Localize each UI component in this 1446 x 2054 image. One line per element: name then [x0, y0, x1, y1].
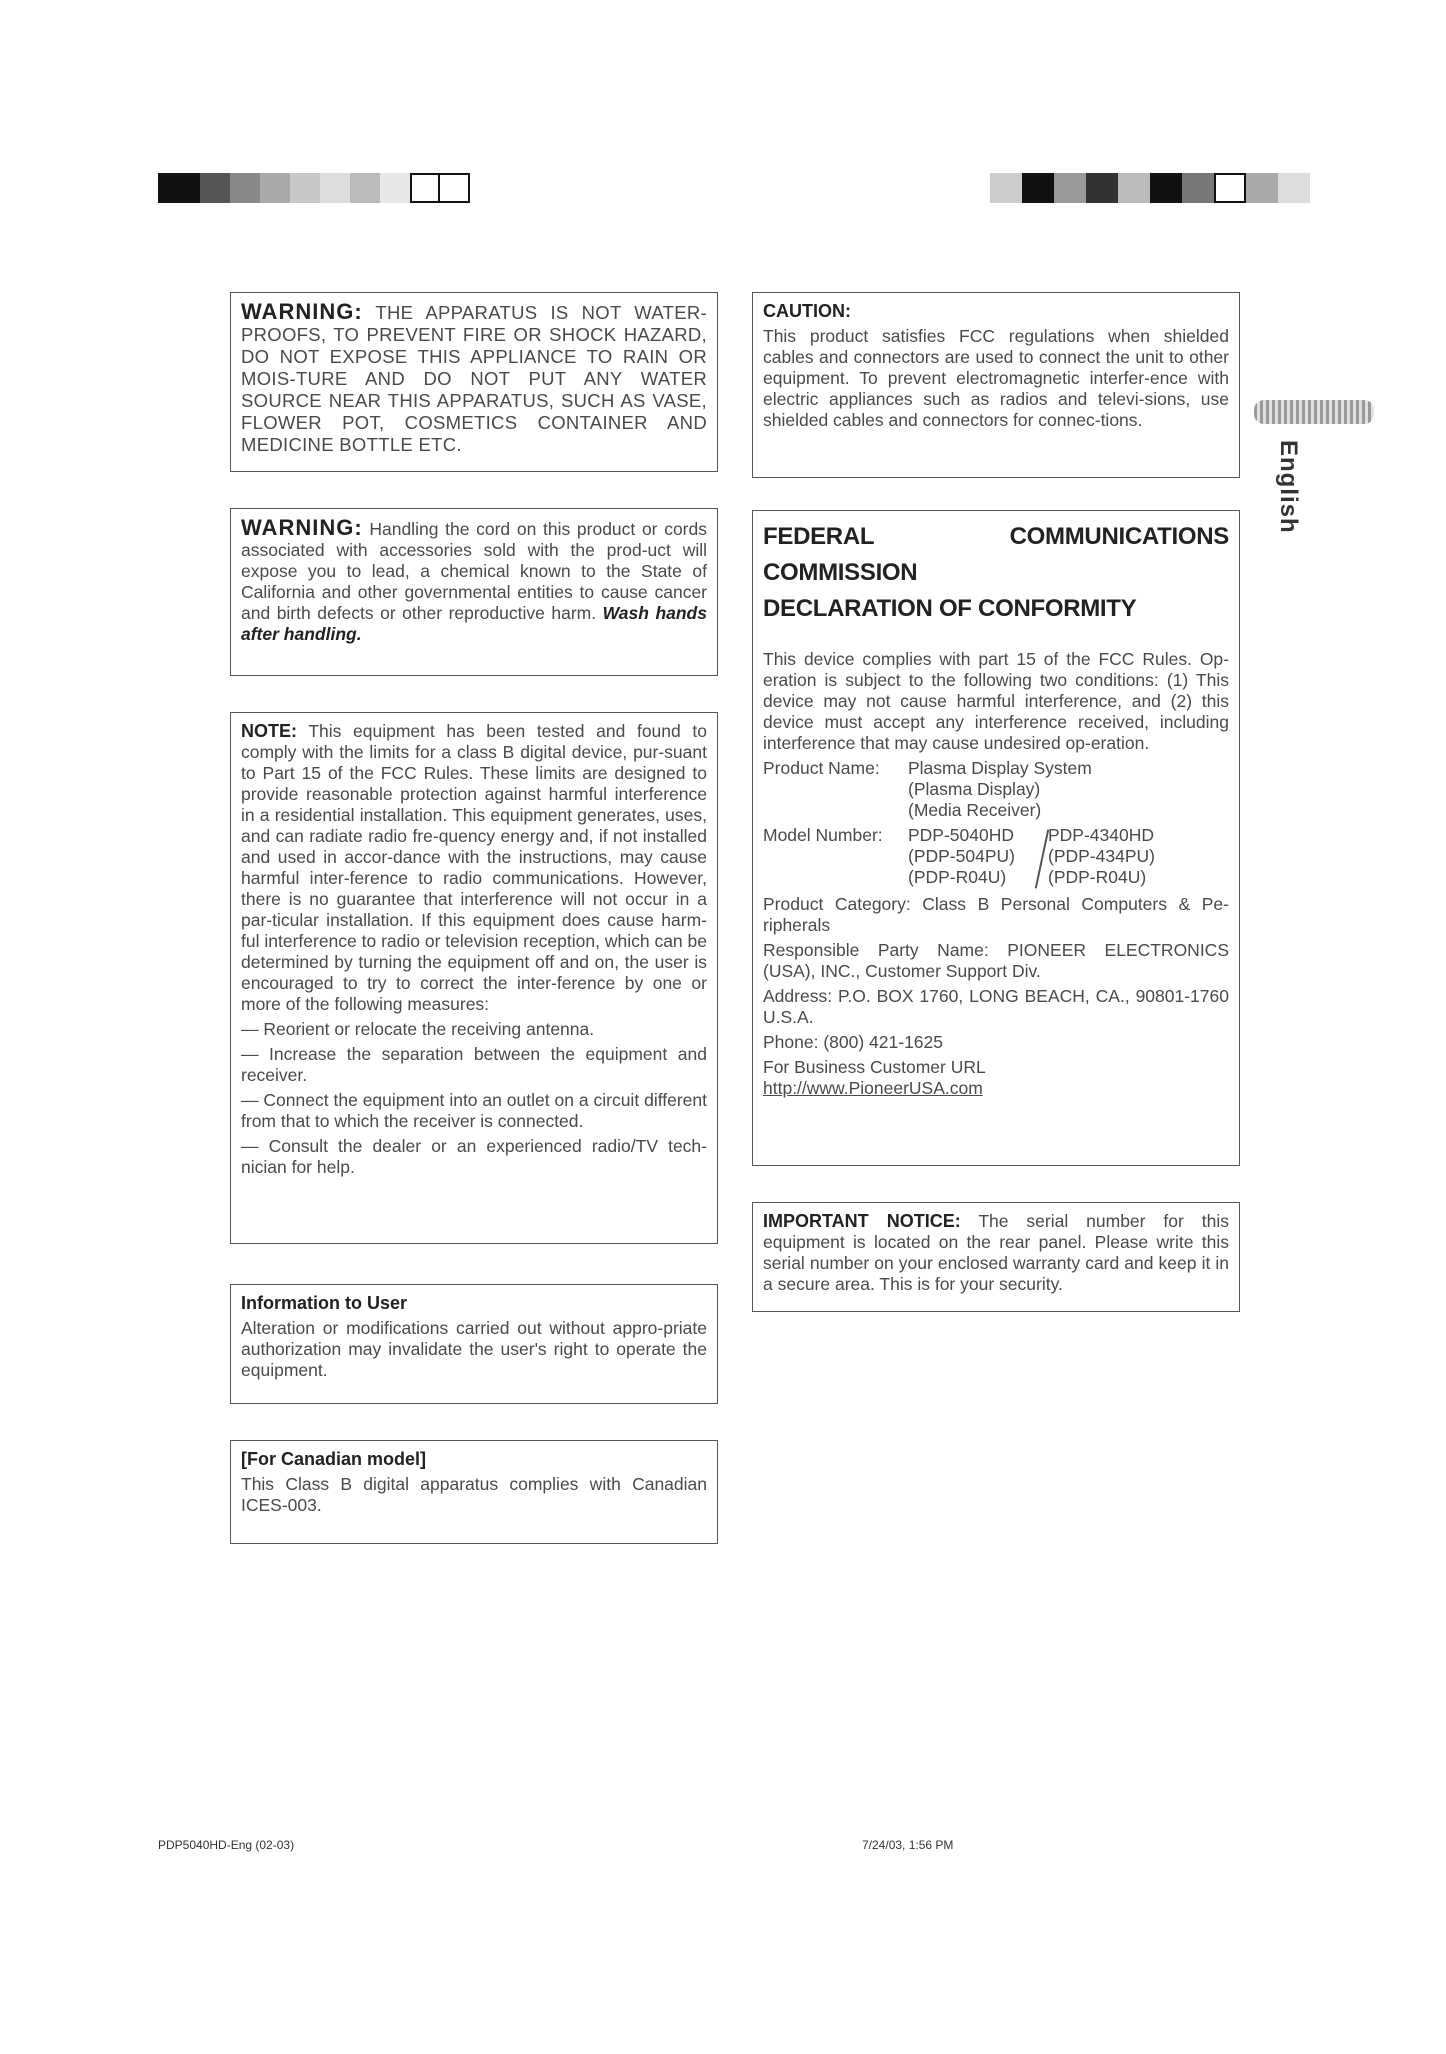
important-lead: IMPORTANT NOTICE:	[763, 1211, 961, 1231]
model-number: (PDP-R04U)	[908, 867, 1007, 887]
fcc-title-line2: DECLARATION OF CONFORMITY	[763, 595, 1137, 622]
product-name-sub: (Media Receiver)	[908, 800, 1042, 820]
warning-water-box	[230, 292, 718, 472]
model-number: PDP-4340HD	[1048, 825, 1155, 845]
note-measure: — Consult the dealer or an experienced radio/TV tech-nician for help.	[241, 1136, 707, 1177]
model-number: (PDP-504PU)	[908, 846, 1015, 866]
fcc-note-box	[230, 712, 718, 1244]
registration-bar-left	[158, 173, 470, 203]
footer-file-label: PDP5040HD-Eng (02-03)	[158, 1838, 295, 1852]
model-number: (PDP-R04U)	[1048, 867, 1147, 887]
language-tab-marker	[1254, 400, 1374, 424]
model-label: Model Number:	[763, 825, 883, 845]
info-user-box	[230, 1284, 718, 1404]
fcc-declaration-box	[752, 510, 1240, 1166]
warning-lead: WARNING:	[241, 515, 363, 540]
registration-bar-right	[990, 173, 1310, 203]
responsible-party: Responsible Party Name: PIONEER ELECTRONICS (USA), INC., Customer Support Div.	[763, 940, 1229, 981]
language-tab-label: English	[1275, 440, 1302, 534]
note-lead: NOTE:	[241, 721, 297, 741]
warning-lead-box	[230, 508, 718, 676]
product-name: Plasma Display System	[908, 758, 1092, 778]
phone: Phone: (800) 421-1625	[763, 1032, 943, 1052]
note-text: This equipment has been tested and found to comply with the limits for a class B digital device, pur-suant to Part 15 of the FCC Rules. These limits are designed to provide reasonable protection against harmful interference in a residential installation. This equipment generates, uses, and can radiate radio fre-quency energy and, if not installed and used in accor-dance with the instructions, may cause harmful inter-ference to radio communications. However, there is no guarantee that interference will not occur in a par-ticular installation. If this equipment does cause harm-ful interference to radio or television reception, which can be determined by turning the equipment off and on, the user is encouraged to try to correct the inter-ference by one or more of the following measures:	[241, 721, 707, 1014]
caution-heading: CAUTION:	[763, 301, 851, 321]
address: Address: P.O. BOX 1760, LONG BEACH, CA., 90801-1760 U.S.A.	[763, 986, 1229, 1027]
url-label: For Business Customer URL	[763, 1057, 986, 1077]
canadian-heading: [For Canadian model]	[241, 1449, 427, 1469]
info-user-text: Alteration or modifications carried out without appro-priate authorization may invalidate the user's right to operate the equipment.	[241, 1318, 707, 1380]
warning-emphasis: Wash hands after handling.	[241, 603, 707, 644]
note-measure: — Reorient or relocate the receiving antenna.	[241, 1019, 595, 1039]
note-measure: — Connect the equipment into an outlet on a circuit different from that to which the receiver is connected.	[241, 1090, 707, 1131]
model-numbers	[763, 825, 1229, 888]
canadian-text: This Class B digital apparatus complies with Canadian ICES-003.	[241, 1474, 707, 1515]
pioneer-url-link[interactable]: http://www.PioneerUSA.com	[763, 1078, 983, 1098]
product-name-label: Product Name:	[763, 758, 880, 778]
warning-water-text: THE APPARATUS IS NOT WATER-PROOFS, TO PREVENT FIRE OR SHOCK HAZARD, DO NOT EXPOSE THIS APPLIANCE TO RAIN OR MOIS-TURE AND DO NOT PUT ANY WATER SOURCE NEAR THIS APPARATUS, SUCH AS VASE, FLOWER POT, COSMETICS CONTAINER AND MEDICINE BOTTLE ETC.	[241, 302, 708, 455]
important-text: The serial number for this equipment is located on the rear panel. Please write this serial number on your enclosed warranty card and keep it in a secure area. This is for your security.	[763, 1211, 1229, 1294]
fcc-intro: This device complies with part 15 of the FCC Rules. Op-eration is subject to the following two conditions: (1) This device may not cause harmful interference, and (2) this device must accept any interference received, including interference that may cause undesired op-eration.	[763, 649, 1229, 753]
caution-text: This product satisfies FCC regulations when shielded cables and connectors are used to connect the unit to other equipment. To prevent electromagnetic interfer-ence with electric appliances such as radios and televi-sions, use shielded cables and connectors for connec-tions.	[763, 326, 1229, 430]
caution-box	[752, 292, 1240, 478]
info-user-heading: Information to User	[241, 1293, 408, 1313]
note-measure: — Increase the separation between the equipment and receiver.	[241, 1044, 707, 1085]
warning-lead-text: Handling the cord on this product or cords associated with accessories sold with the prod-uct will expose you to lead, a chemical known to the State of California and other governmental entities to cause cancer and birth defects or other reproductive harm.	[241, 519, 707, 623]
model-number: (PDP-434PU)	[1048, 846, 1155, 866]
warning-lead: WARNING:	[241, 299, 363, 324]
important-notice-box	[752, 1202, 1240, 1312]
fcc-title-line1: FEDERAL COMMUNICATIONS COMMISSION	[763, 523, 1229, 586]
footer-timestamp: 7/24/03, 1:56 PM	[862, 1838, 954, 1852]
product-name-sub: (Plasma Display)	[908, 779, 1041, 799]
model-number: PDP-5040HD	[908, 825, 1015, 845]
canadian-box	[230, 1440, 718, 1544]
product-category: Product Category: Class B Personal Computers & Pe-ripherals	[763, 894, 1229, 935]
